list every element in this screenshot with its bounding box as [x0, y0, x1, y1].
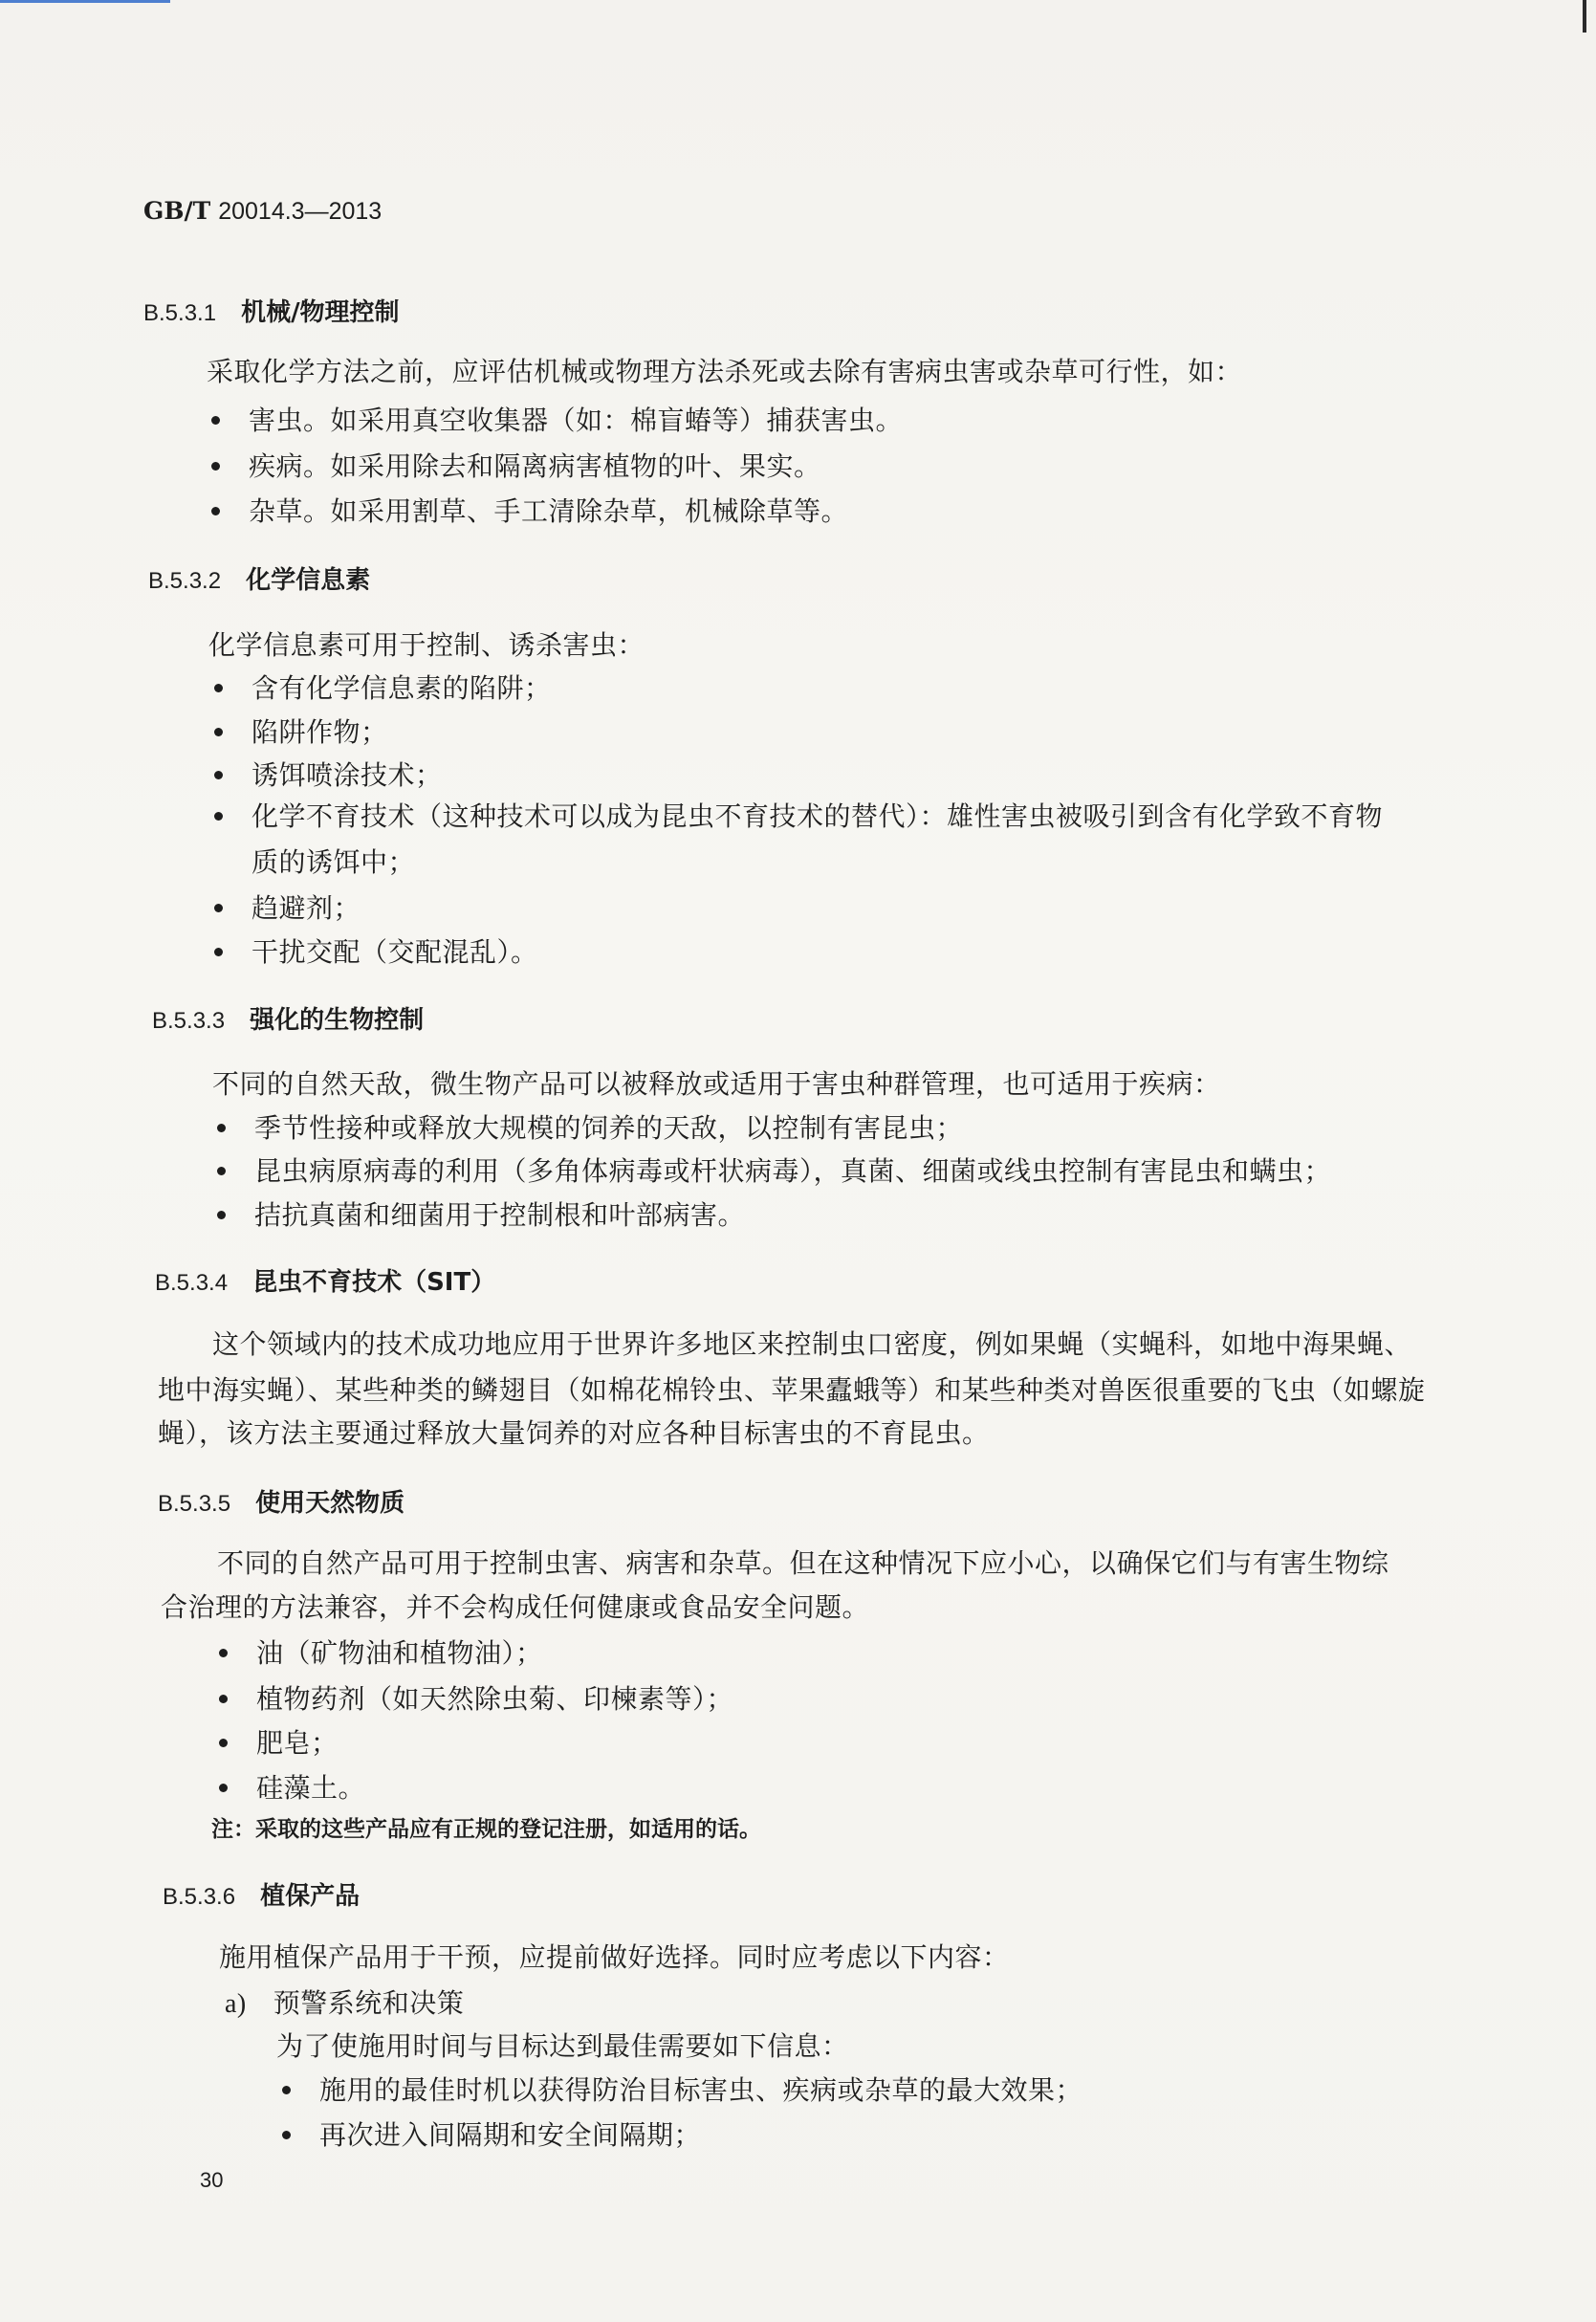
- list-item: [214, 935, 538, 970]
- section-heading: [148, 562, 370, 599]
- standard-header: [143, 194, 382, 229]
- section-title: 机械/物理控制: [241, 298, 400, 327]
- list-item: [219, 1726, 339, 1761]
- paragraph: 化学信息素可用于控制、诱杀害虫：: [208, 629, 645, 661]
- bullet-icon: [211, 462, 220, 471]
- section-number: B.5.3.3: [152, 1008, 226, 1034]
- section-heading: [163, 1878, 360, 1915]
- list-item-text: 疾病。如采用除去和隔离病害植物的叶、果实。: [249, 450, 821, 482]
- list-item-text: 害虫。如采用真空收集器（如：棉盲蝽等）捕获害虫。: [249, 405, 904, 436]
- bullet-icon: [214, 684, 223, 692]
- paragraph-line: 这个领域内的技术成功地应用于世界许多地区来控制虫口密度，例如果蝇（实蝇科，如地中海果蝇、: [212, 1328, 1412, 1360]
- page-number: 30: [200, 2168, 224, 2192]
- list-item: [211, 449, 821, 484]
- list-item: [214, 671, 552, 706]
- bullet-icon: [219, 1739, 228, 1747]
- bullet-icon: [214, 728, 223, 736]
- scan-edge-mark: [1583, 0, 1586, 33]
- list-item-text: 再次进入间隔期和安全间隔期；: [319, 2119, 702, 2151]
- paragraph: 采取化学方法之前，应评估机械或物理方法杀死或去除有害病虫害或杂草可行性，如：: [207, 356, 1243, 387]
- enumerated-item-label: a): [225, 1989, 247, 2019]
- list-item-text: 干扰交配（交配混乱）。: [251, 936, 538, 968]
- bullet-icon: [214, 948, 223, 956]
- list-item-text: 杂草。如采用割草、手工清除杂草，机械除草等。: [249, 495, 849, 527]
- list-item-text: 肥皂；: [256, 1727, 339, 1759]
- bullet-icon: [219, 1784, 228, 1792]
- section-title: 强化的生物控制: [250, 1006, 425, 1035]
- bullet-icon: [219, 1649, 228, 1657]
- scan-edge-mark: [0, 0, 170, 3]
- list-item: [211, 404, 903, 438]
- list-item-text: 油（矿物油和植物油）；: [256, 1637, 543, 1669]
- section-heading: [152, 1002, 424, 1039]
- section-number: B.5.3.5: [158, 1491, 231, 1517]
- standard-code: GB/T: [143, 197, 211, 225]
- list-item: [219, 1771, 365, 1806]
- paragraph: 不同的自然天敌，微生物产品可以被释放或适用于害虫种群管理，也可适用于疾病：: [212, 1068, 1221, 1100]
- list-item-text: 陷阱作物；: [251, 716, 388, 748]
- paragraph-line: 蝇），该方法主要通过释放大量饲养的对应各种目标害虫的不育昆虫。: [158, 1417, 990, 1449]
- enumerated-item: [225, 1986, 464, 2022]
- bullet-icon: [217, 1124, 226, 1132]
- list-item: [214, 800, 1383, 834]
- bullet-icon: [217, 1167, 226, 1175]
- list-item-text: 诱饵喷涂技术；: [251, 759, 443, 791]
- bullet-icon: [219, 1695, 228, 1703]
- bullet-icon: [211, 416, 220, 425]
- list-item-text: 趋避剂；: [251, 892, 361, 924]
- bullet-icon: [211, 507, 220, 515]
- paragraph-line: 地中海实蝇）、某些种类的鳞翅目（如棉花棉铃虫、苹果蠹蛾等）和某些种类对兽医很重要的飞虫（如螺旋: [158, 1374, 1426, 1406]
- bullet-icon: [214, 771, 223, 779]
- list-item: [217, 1154, 1331, 1189]
- section-number: B.5.3.2: [148, 568, 222, 594]
- list-item: [282, 2073, 1082, 2108]
- list-item-text: 含有化学信息素的陷阱；: [251, 672, 552, 704]
- list-item-text: 化学不育技术（这种技术可以成为昆虫不育技术的替代）：雄性害虫被吸引到含有化学致不育物: [251, 800, 1384, 832]
- section-number: B.5.3.1: [143, 300, 217, 326]
- list-item: [217, 1198, 745, 1233]
- list-item-text: 硅藻土。: [256, 1772, 366, 1804]
- bullet-icon: [282, 2131, 291, 2139]
- list-item-text: 施用的最佳时机以获得防治目标害虫、疾病或杂草的最大效果；: [319, 2074, 1083, 2106]
- list-item: [217, 1111, 963, 1146]
- bullet-icon: [217, 1211, 226, 1219]
- section-number: B.5.3.4: [155, 1270, 229, 1296]
- list-item-text: 植物药剂（如天然除虫菊、印楝素等）；: [256, 1683, 734, 1715]
- list-item: [214, 891, 361, 926]
- bullet-icon: [214, 812, 223, 821]
- list-item: [214, 715, 388, 750]
- paragraph: 为了使施用时间与目标达到最佳需要如下信息：: [276, 2030, 849, 2062]
- section-title: 化学信息素: [246, 566, 371, 595]
- list-item-text: 季节性接种或释放大规模的饲养的天敌，以控制有害昆虫；: [254, 1112, 964, 1144]
- list-item: [211, 494, 848, 529]
- list-item: [219, 1682, 733, 1717]
- enumerated-item-title: 预警系统和决策: [273, 1987, 465, 2019]
- list-item-text: 昆虫病原病毒的利用（多角体病毒或杆状病毒），真菌、细菌或线虫控制有害昆虫和螨虫；: [254, 1155, 1332, 1187]
- list-item-text: 拮抗真菌和细菌用于控制根和叶部病害。: [254, 1199, 746, 1231]
- list-item: [219, 1636, 543, 1671]
- list-item-continuation: 质的诱饵中；: [251, 846, 416, 878]
- section-title: 昆虫不育技术（SIT）: [252, 1268, 496, 1297]
- section-number: B.5.3.6: [163, 1884, 236, 1910]
- list-item: [282, 2118, 701, 2153]
- paragraph-line: 合治理的方法兼容，并不会构成任何健康或食品安全问题。: [161, 1591, 870, 1623]
- section-heading: [158, 1485, 404, 1522]
- bullet-icon: [214, 904, 223, 912]
- section-heading: [155, 1264, 495, 1301]
- section-title: 植保产品: [260, 1882, 361, 1911]
- paragraph-line: 不同的自然产品可用于控制虫害、病害和杂草。但在这种情况下应小心，以确保它们与有害生物综: [217, 1547, 1389, 1579]
- standard-number: 20014.3—2013: [218, 198, 383, 225]
- bullet-icon: [282, 2086, 291, 2094]
- section-heading: [143, 295, 400, 331]
- list-item: [214, 758, 443, 793]
- section-title: 使用天然物质: [255, 1489, 405, 1518]
- paragraph: 施用植保产品用于干预，应提前做好选择。同时应考虑以下内容：: [219, 1941, 1010, 1973]
- note: 注：采取的这些产品应有正规的登记注册，如适用的话。: [211, 1816, 761, 1842]
